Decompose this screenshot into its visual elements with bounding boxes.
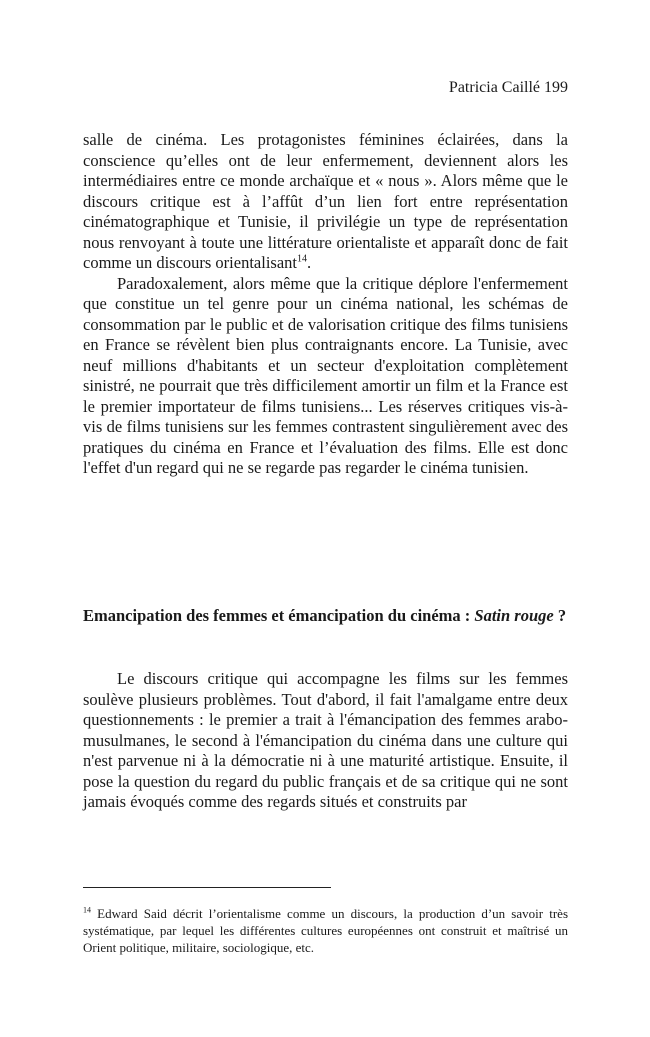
section-body bbox=[83, 669, 568, 813]
footnote bbox=[83, 905, 568, 956]
paragraph: Paradoxalement, alors même que la critique déplore l'enfermement que constitue un tel genre pour un cinéma national, les schémas de consommation par le public et de valorisation critique des films tunisiens en France se révèlent bien plus contraignants encore. La Tunisie, avec neuf millions d'habitants et un secteur d'exploitation complètement sinistré, ne pourrait que très difficilement amortir un film et la France est le premier importateur de films tunisiens... Les réserves critiques vis-à-vis de films tunisiens sur les femmes contrastent singulièrement avec des pratiques du cinéma en France et l’évaluation des films. Elle est donc l'effet d'un regard qui ne se regarde pas regarder le cinéma tunisien. bbox=[83, 273, 568, 477]
heading-text: Emancipation des femmes et émancipation du cinéma : bbox=[83, 606, 471, 625]
paragraph-end: . bbox=[307, 253, 312, 272]
heading-film-title: Satin rouge bbox=[474, 606, 554, 625]
running-head: Patricia Caillé 199 bbox=[448, 79, 568, 96]
body-text bbox=[83, 130, 568, 479]
footnote-number: 14 bbox=[83, 905, 91, 915]
section-heading bbox=[83, 606, 568, 627]
footnote-text: Edward Said décrit l’orientalisme comme un discours, la production d’un savoir très systématique, par lequel les différentes cultures européennes ont construit et maîtrisé un Orient politique, militaire, sociologique, etc. bbox=[83, 906, 568, 955]
footnote-divider bbox=[83, 887, 331, 888]
paragraph bbox=[83, 130, 568, 274]
footnote-ref[interactable]: 14 bbox=[297, 253, 307, 265]
paragraph-text: salle de cinéma. Les protagonistes féminines éclairées, dans la conscience qu’elles ont de leur enfermement, deviennent alors les intermédiaires entre ce monde archaïque et « nous ». Alors même que le discours critique est à l’affût d’un lien fort entre représentation cinématographique et Tunisie, il privilégie un type de représentation nous renvoyant à toute une littérature orientaliste et apparaît donc de fait comme un discours orientalisant bbox=[83, 130, 568, 272]
paragraph: Le discours critique qui accompagne les films sur les femmes soulève plusieurs problèmes. Tout d'abord, il fait l'amalgame entre deux questionnements : le premier a trait à l'émancipation des femmes arabo-musulmanes, le second à l'émancipation du cinéma dans une culture qui n'est parvenue ni à la démocratie ni à une maturité artistique. Ensuite, il pose la question du regard du public français et de sa critique qui ne sont jamais évoqués comme des regards situés et construits par bbox=[83, 669, 568, 811]
heading-end: ? bbox=[553, 606, 567, 625]
